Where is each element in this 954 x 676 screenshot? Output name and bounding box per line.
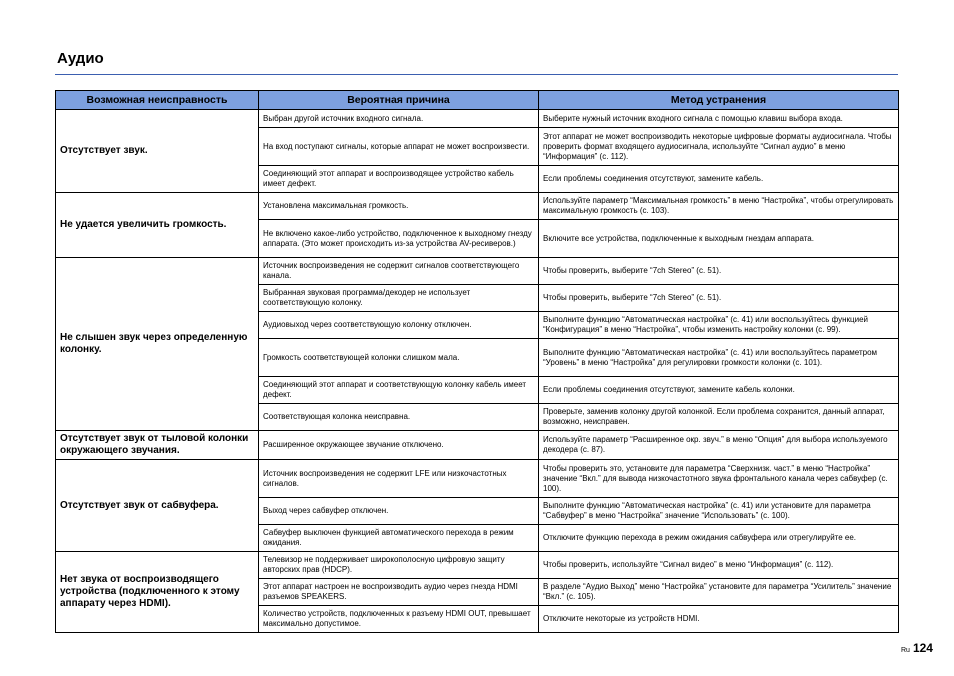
cause-cell: Громкость соответствующей колонки слишком мала. — [259, 339, 539, 377]
page-title: Аудио — [57, 50, 104, 67]
remedy-cell: Чтобы проверить, выберите “7ch Stereo” (с. 51). — [539, 258, 899, 285]
remedy-cell: Чтобы проверить, выберите “7ch Stereo” (с. 51). — [539, 285, 899, 312]
symptom-cell: Отсутствует звук от тыловой колонки окружающего звучания. — [56, 431, 259, 460]
remedy-cell: Этот аппарат не может воспроизводить некоторые цифровые форматы аудиосигнала. Чтобы проверить формат входящего аудиосигнала, используйте “Сигнал аудио” в меню “Информация” (с. 112). — [539, 128, 899, 166]
cause-cell: Выход через сабвуфер отключен. — [259, 498, 539, 525]
remedy-cell: В разделе “Аудио Выход” меню “Настройка” установите для параметра “Усилитель” значение “Вкл.” (с. 105). — [539, 579, 899, 606]
remedy-cell: Проверьте, заменив колонку другой колонкой. Если проблема сохранится, данный аппарат, возможно, неисправен. — [539, 404, 899, 431]
column-header-remedy: Метод устранения — [539, 91, 899, 110]
cause-cell: Этот аппарат настроен не воспроизводить аудио через гнезда HDMI разъемов SPEAKERS. — [259, 579, 539, 606]
cause-cell: Не включено какое-либо устройство, подключенное к выходному гнезду аппарата. (Это может происходить из-за устройства AV-ресиверов.) — [259, 220, 539, 258]
remedy-cell: Выполните функцию “Автоматическая настройка” (с. 41) или воспользуйтесь функцией “Конфигурация” в меню “Настройка”, чтобы изменить настройку колонки (с. 99). — [539, 312, 899, 339]
cause-cell: Соединяющий этот аппарат и воспроизводящее устройство кабель имеет дефект. — [259, 166, 539, 193]
remedy-cell: Отключите функцию перехода в режим ожидания сабвуфера или отрегулируйте ее. — [539, 525, 899, 552]
cause-cell: Источник воспроизведения не содержит LFE или низкочастотных сигналов. — [259, 460, 539, 498]
remedy-cell: Если проблемы соединения отсутствуют, замените кабель колонки. — [539, 377, 899, 404]
cause-cell: На вход поступают сигналы, которые аппарат не может воспроизвести. — [259, 128, 539, 166]
remedy-cell: Выберите нужный источник входного сигнала с помощью клавиш выбора входа. — [539, 110, 899, 128]
remedy-cell: Включите все устройства, подключенные к выходным гнездам аппарата. — [539, 220, 899, 258]
table-row — [56, 193, 899, 220]
symptom-cell: Не слышен звук через определенную колонку. — [56, 258, 259, 431]
remedy-cell: Выполните функцию “Автоматическая настройка” (с. 41) или установите для параметра “Сабвуфер” в меню “Настройка” значение “Использовать” (с. 100). — [539, 498, 899, 525]
page-footer — [901, 641, 933, 655]
table-row — [56, 258, 899, 285]
remedy-cell: Используйте параметр “Расширенное окр. звуч.” в меню “Опция” для выбора используемого декодера (с. 87). — [539, 431, 899, 460]
symptom-cell: Отсутствует звук. — [56, 110, 259, 193]
cause-cell: Сабвуфер выключен функцией автоматического перехода в режим ожидания. — [259, 525, 539, 552]
title-divider — [55, 74, 898, 75]
column-header-cause: Вероятная причина — [259, 91, 539, 110]
table-row — [56, 431, 899, 460]
remedy-cell: Используйте параметр “Максимальная громкость” в меню “Настройка”, чтобы отрегулировать максимальную громкость (с. 103). — [539, 193, 899, 220]
remedy-cell: Чтобы проверить это, установите для параметра “Сверхнизк. част.” в меню “Настройка” значение “Вкл.” для вывода низкочастотного звука фронтального канала через сабвуфер (с. 100). — [539, 460, 899, 498]
cause-cell: Расширенное окружающее звучание отключено. — [259, 431, 539, 460]
symptom-cell: Отсутствует звук от сабвуфера. — [56, 460, 259, 552]
remedy-cell: Если проблемы соединения отсутствуют, замените кабель. — [539, 166, 899, 193]
cause-cell: Источник воспроизведения не содержит сигналов соответствующего канала. — [259, 258, 539, 285]
troubleshooting-table — [55, 90, 899, 633]
table-row — [56, 552, 899, 579]
cause-cell: Выбран другой источник входного сигнала. — [259, 110, 539, 128]
symptom-cell: Нет звука от воспроизводящего устройства (подключенного к этому аппарату через HDMI). — [56, 552, 259, 633]
language-label: Ru — [901, 647, 910, 654]
table-header-row — [56, 91, 899, 110]
cause-cell: Телевизор не поддерживает широкополосную цифровую защиту авторских прав (HDCP). — [259, 552, 539, 579]
remedy-cell: Чтобы проверить, используйте “Сигнал видео” в меню “Информация” (с. 112). — [539, 552, 899, 579]
cause-cell: Выбранная звуковая программа/декодер не использует соответствующую колонку. — [259, 285, 539, 312]
cause-cell: Соответствующая колонка неисправна. — [259, 404, 539, 431]
remedy-cell: Отключите некоторые из устройств HDMI. — [539, 606, 899, 633]
cause-cell: Количество устройств, подключенных к разъему HDMI OUT, превышает максимально допустимое. — [259, 606, 539, 633]
table-row — [56, 460, 899, 498]
remedy-cell: Выполните функцию “Автоматическая настройка” (с. 41) или воспользуйтесь параметром “Уровень” в меню “Настройка” для регулировки громкости колонки (с. 101). — [539, 339, 899, 377]
cause-cell: Установлена максимальная громкость. — [259, 193, 539, 220]
column-header-symptom: Возможная неисправность — [56, 91, 259, 110]
table-row — [56, 110, 899, 128]
cause-cell: Соединяющий этот аппарат и соответствующую колонку кабель имеет дефект. — [259, 377, 539, 404]
page-number: 124 — [912, 641, 933, 655]
cause-cell: Аудиовыход через соответствующую колонку отключен. — [259, 312, 539, 339]
symptom-cell: Не удается увеличить громкость. — [56, 193, 259, 258]
